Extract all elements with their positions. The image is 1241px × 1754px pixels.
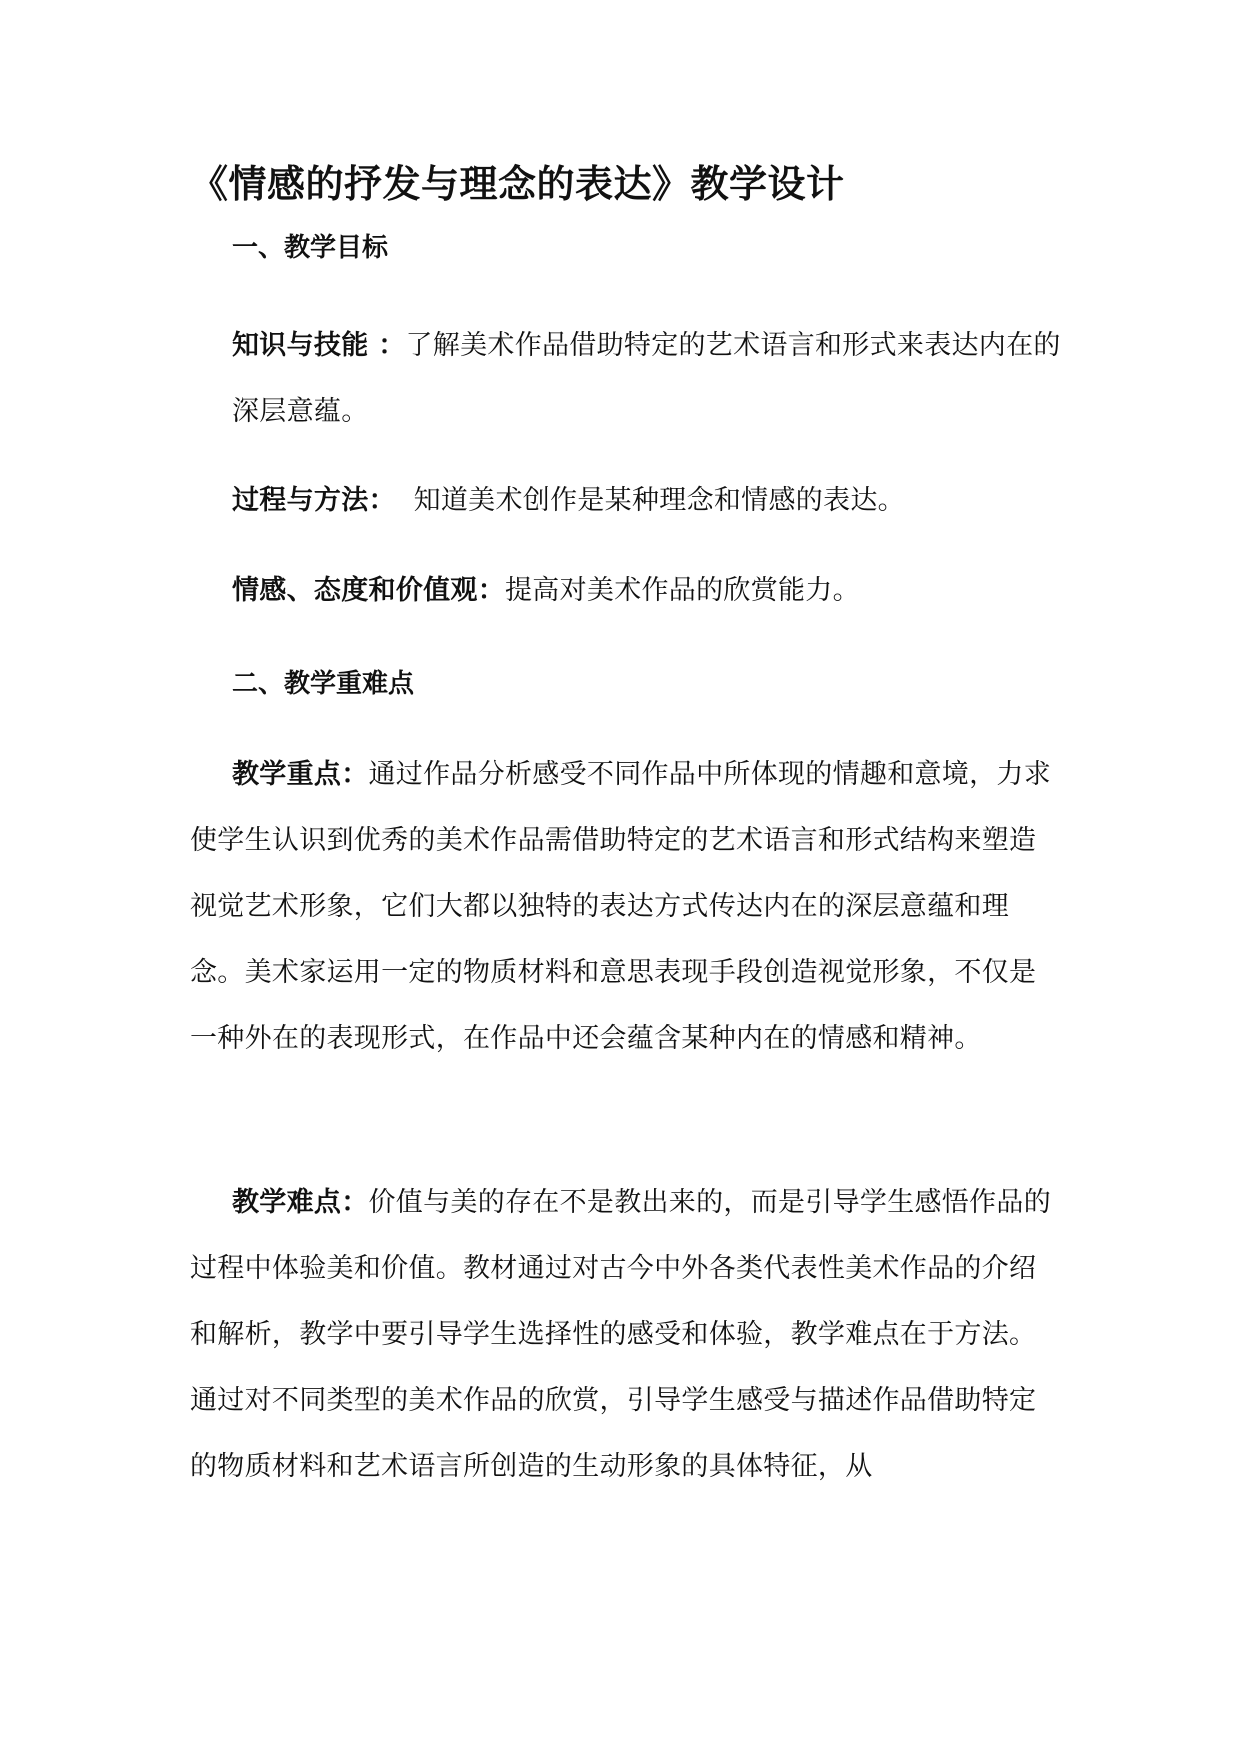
paragraph-process-methods: [232, 468, 1062, 534]
label-teaching-difficulty: 教学难点：: [232, 1187, 369, 1218]
section-heading-teaching-goals: 一、教学目标: [232, 233, 389, 263]
paragraph-teaching-key-point: [190, 742, 1062, 1072]
text-knowledge-skills: 了解美术作品借助特定的艺术语言和形式来表达内在的深层意蕴。: [232, 330, 1061, 427]
label-emotion-values: 情感、态度和价值观：: [232, 575, 505, 606]
text-emotion-values: 提高对美术作品的欣赏能力。: [505, 575, 860, 606]
label-knowledge-skills: 知识与技能 ：: [232, 330, 406, 361]
paragraph-teaching-difficulty: [190, 1170, 1062, 1500]
label-process-methods: 过程与方法：: [232, 485, 396, 516]
text-teaching-difficulty: 价值与美的存在不是教出来的，而是引导学生感悟作品的过程中体验美和价值。教材通过对古今中外各类代表性美术作品的介绍和解析，教学中要引导学生选择性的感受和体验，教学难点在于方法。通过对不同类型的美术作品的欣赏，引导学生感受与描述作品借助特定的物质材料和艺术语言所创造的生动形象的具体特征，从: [190, 1187, 1051, 1482]
paragraph-emotion-values: [232, 558, 1062, 624]
label-teaching-key-point: 教学重点：: [232, 759, 369, 790]
document-title: 《情感的抒发与理念的表达》教学设计: [190, 161, 845, 206]
text-process-methods: 知道美术创作是某种理念和情感的表达。: [395, 485, 905, 516]
text-teaching-key-point: 通过作品分析感受不同作品中所体现的情趣和意境，力求使学生认识到优秀的美术作品需借助特定的艺术语言和形式结构来塑造视觉艺术形象，它们大都以独特的表达方式传达内在的深层意蕴和理念。美术家运用一定的物质材料和意思表现手段创造视觉形象，不仅是一种外在的表现形式，在作品中还会蕴含某种内在的情感和精神。: [190, 759, 1051, 1054]
paragraph-knowledge-skills: [232, 313, 1062, 445]
section-heading-key-difficult-points: 二、教学重难点: [232, 669, 415, 699]
